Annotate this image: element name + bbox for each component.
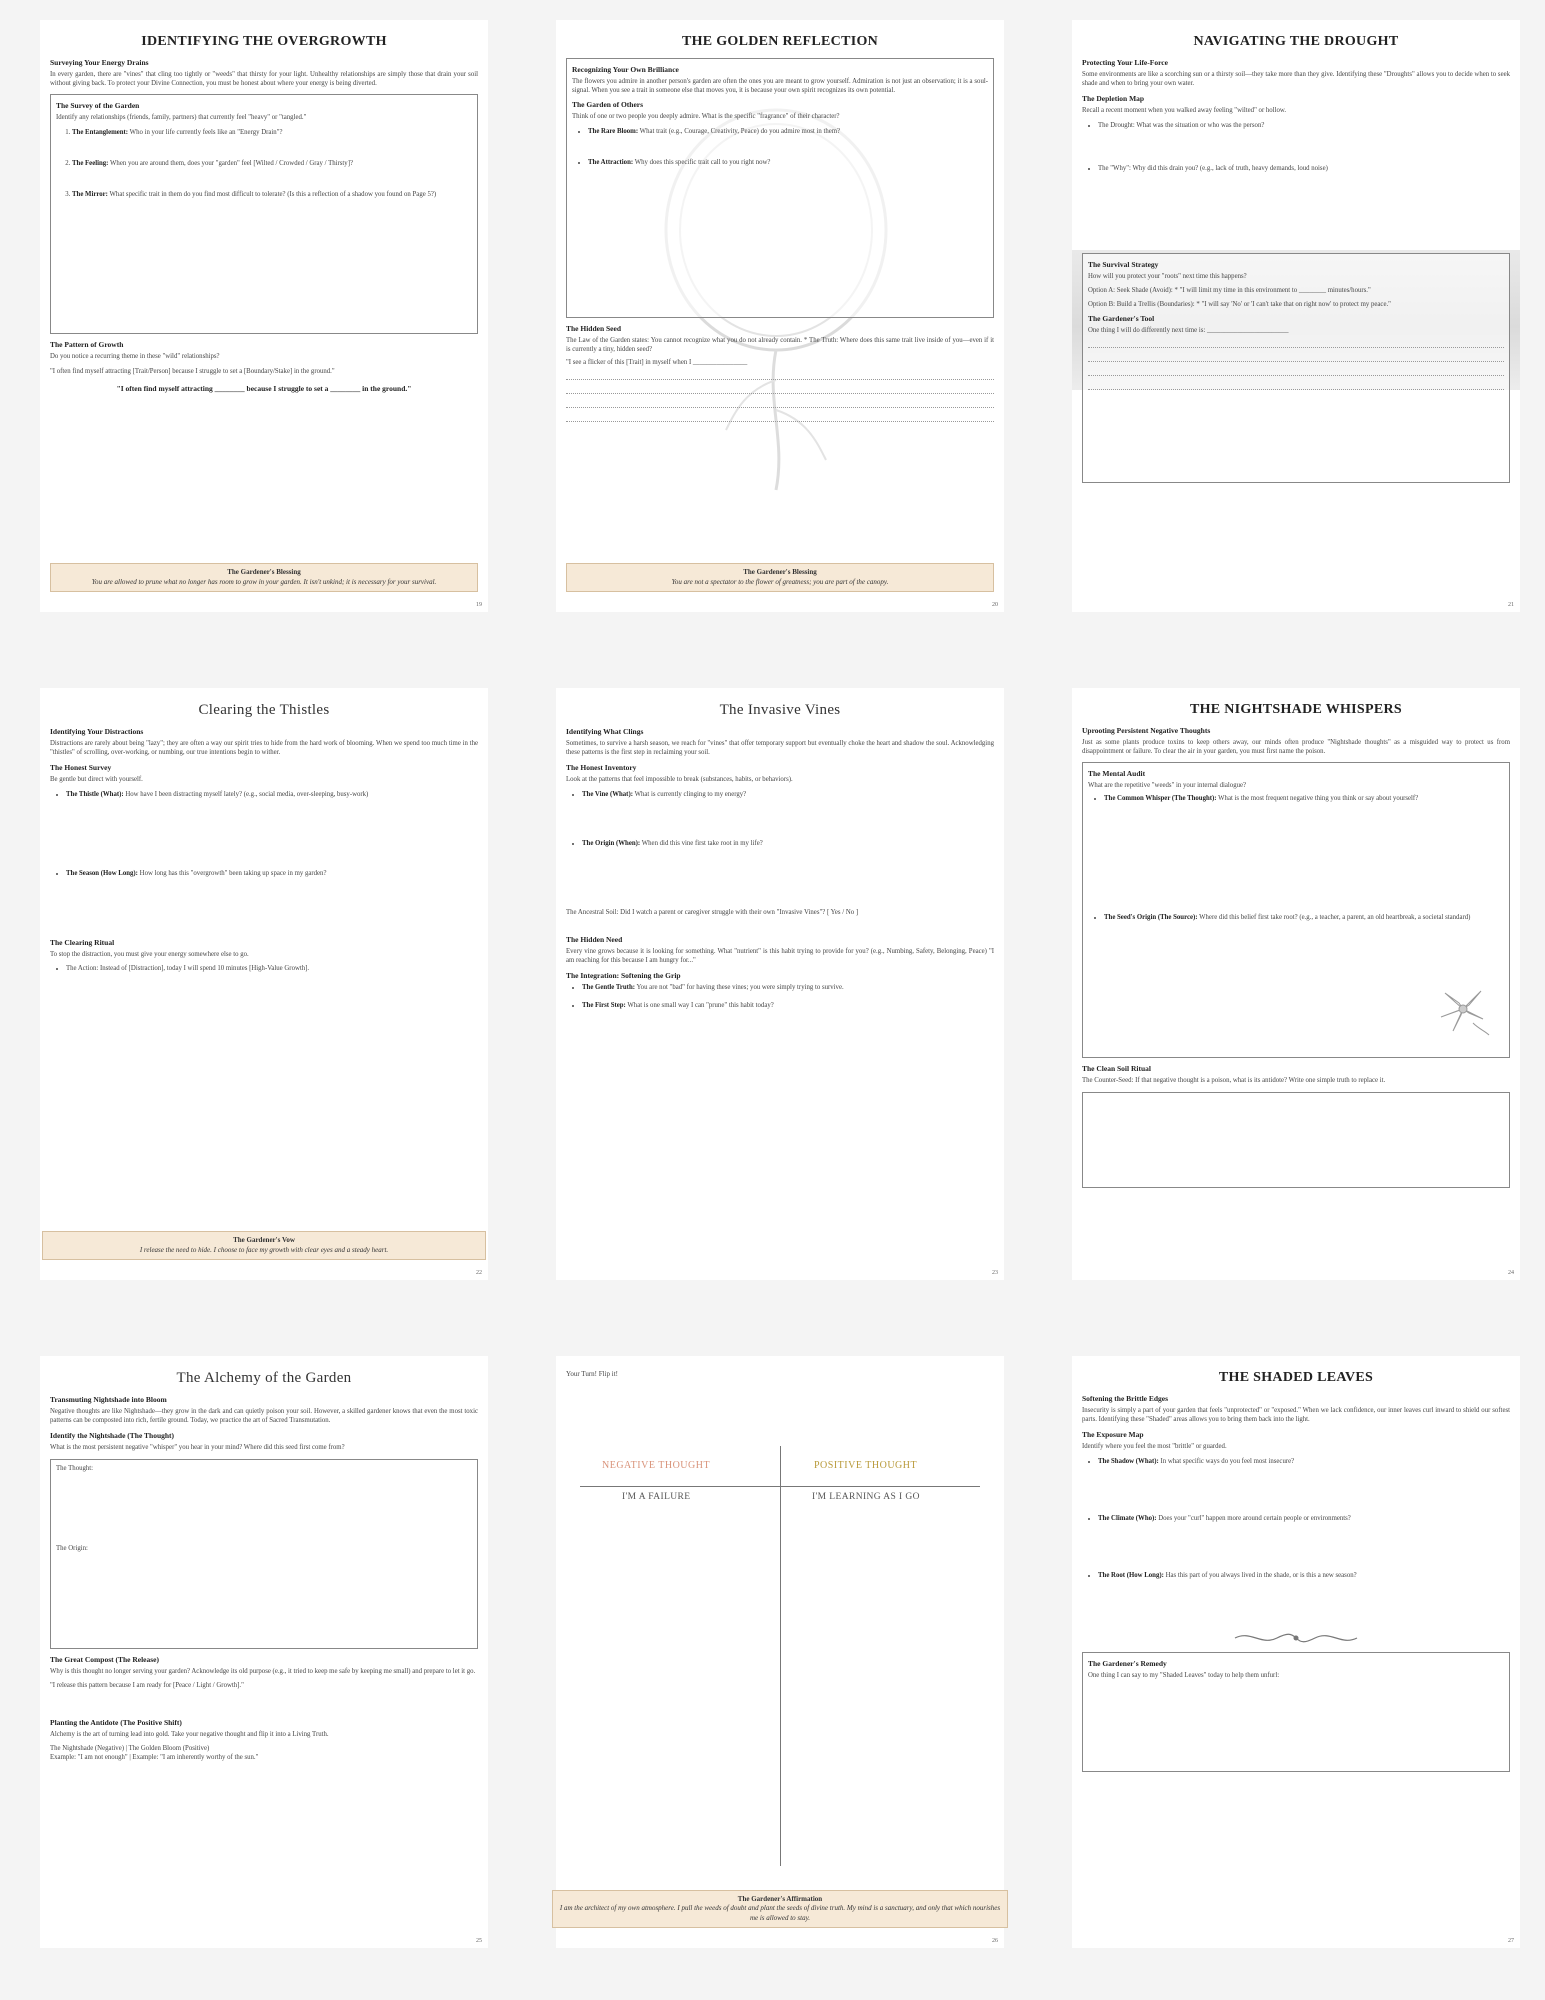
antidote-example: Example: "I am not enough" | Example: "I am inherently worthy of the sun." [50, 1754, 259, 1762]
column-header-positive: POSITIVE THOUGHT [814, 1460, 918, 1471]
page-number: 27 [1508, 1938, 1514, 1944]
page-title: NAVIGATING THE DROUGHT [1193, 34, 1399, 49]
box-title: The Survey of the Garden [56, 101, 140, 111]
section-heading: The Integration: Softening the Grip [566, 971, 681, 981]
page-number: 25 [476, 1938, 482, 1944]
section-heading: Identifying Your Distractions [50, 727, 144, 736]
workbook-page [1072, 1356, 1520, 1948]
section-heading: The Clean Soil Ritual [1082, 1064, 1151, 1074]
section-heading: The Clearing Ritual [50, 937, 115, 947]
blessing-text: I am the architect of my own atmosphere. I pull the weeds of doubt and plant the seeds of divine truth. My mind is a sanctuary, and only that which nourishes me is allowed to stay. [559, 1904, 1001, 1922]
page-title: THE GOLDEN REFLECTION [681, 34, 879, 49]
action-list [50, 964, 478, 973]
section-heading: Transmuting Nightshade into Bloom [50, 1395, 167, 1404]
list-item: 3. The Mirror: What specific trait in them do you find most difficult to tolerate? (Is this a reflection of a shadow you found on Page 5?) [72, 190, 472, 199]
blessing-banner [42, 1231, 486, 1260]
box-title: Recognizing Your Own Brilliance [572, 65, 679, 74]
pattern-prompt: "I often find myself attracting [Trait/Person] because I struggle to set a [Boundary/Stake] in the ground." [50, 367, 335, 375]
intro-text: Distractions are rarely about being "lazy"; they are often a way our spirit tries to hide from the hard work of blooming. When we spend too much time in the "thistles" of scrolling, over-working, or numbing, our true intentions begin to wither. [50, 740, 478, 757]
page-title: The Invasive Vines [719, 702, 841, 718]
integration-list [566, 983, 994, 1009]
list-item: • The Season (How Long): How long has this "overgrowth" been taking up space in my garden? [66, 869, 478, 878]
write-line[interactable] [1088, 366, 1504, 376]
need-text: Every vine grows because it is looking for something. What "nutrient" is this habit trying to provide for you? (e.g., Numbing, Safety, Belonging, Peace) "I am reaching for this because I am hungry for..." [566, 948, 994, 965]
write-line[interactable] [1088, 352, 1504, 362]
blessing-text: You are not a spectator to the flower of greatness; you are part of the canopy. [671, 577, 889, 586]
survey-list [56, 128, 472, 200]
question-list [50, 790, 478, 878]
list-item: • The Action: Instead of [Distraction], today I will spend 10 minutes [High-Value Growth]. [66, 964, 478, 973]
write-line[interactable] [566, 370, 994, 380]
page-number: 23 [992, 1270, 998, 1276]
compost-text: Why is this thought no longer serving your garden? Acknowledge its old purpose (e.g., it tried to keep me safe by keeping me small) and prepare to let it go. [50, 1667, 476, 1675]
ritual-text: To stop the distraction, you must give your energy somewhere else to go. [50, 950, 249, 958]
strategy-box [1082, 253, 1510, 483]
box-text: What are the repetitive "weeds" in your internal dialogue? [1088, 782, 1247, 790]
question-list [1088, 794, 1504, 922]
page-number: 19 [476, 602, 482, 608]
workbook-page [1072, 20, 1520, 612]
section-heading: The Honest Survey [50, 763, 112, 773]
section-heading: Planting the Antidote (The Positive Shift) [50, 1717, 182, 1727]
seed-prompt: "I see a flicker of this [Trait] in myself when I ________________ [566, 359, 748, 367]
option-a: Option A: Seek Shade (Avoid): * "I will limit my time in this environment to ________ minutes/hours." [1088, 287, 1371, 295]
page-title: THE SHADED LEAVES [1218, 1370, 1374, 1385]
list-item: • The Common Whisper (The Thought): What is the most frequent negative thing you think or say about yourself? [1104, 794, 1504, 803]
audit-box [1082, 762, 1510, 1058]
box-title: The Survival Strategy [1088, 259, 1159, 269]
page-number: 20 [992, 602, 998, 608]
fill-in-quote: "I often find myself attracting ________ because I struggle to set a ________ in the ground." [116, 383, 412, 393]
write-line[interactable] [566, 412, 994, 422]
section-heading: The Honest Inventory [566, 763, 637, 773]
workbook-page [556, 20, 1004, 612]
pattern-text: Do you notice a recurring theme in these "wild" relationships? [50, 353, 220, 361]
section-heading: Surveying Your Energy Drains [50, 58, 149, 67]
antidote-columns: The Nightshade (Negative) | The Golden Bloom (Positive) [50, 1745, 210, 1753]
list-item: • The Drought: What was the situation or who was the person? [1098, 121, 1510, 130]
blessing-title: The Gardener's Blessing [227, 568, 301, 577]
blessing-banner [50, 563, 478, 592]
list-item: • The "Why": Why did this drain you? (e.g., lack of truth, heavy demands, loud noise) [1098, 164, 1510, 173]
question-list [572, 127, 988, 167]
intro-text: Just as some plants produce toxins to keep others away, our minds often produce "Nightshade thoughts" as a misguided way to protect us from disappointment or failure. To clear the air in your garden, you must first name the poison. [1082, 739, 1510, 756]
map-text: Identify where you feel the most "brittle" or guarded. [1082, 1443, 1227, 1451]
section-heading: Softening the Brittle Edges [1082, 1394, 1169, 1403]
list-item: • The Climate (Who): Does your "curl" happen more around certain people or environments? [1098, 1514, 1510, 1523]
list-item: • The Gentle Truth: You are not "bad" for having these vines; you were simply trying to survive. [582, 983, 994, 992]
section-heading: The Hidden Seed [566, 324, 622, 333]
blessing-text: You are allowed to prune what no longer has room to grow in your garden. It isn't unkind; it is necessary for your survival. [91, 577, 437, 586]
question-list [566, 790, 994, 848]
tool-text: One thing I will do differently next time is: ________________________ [1088, 327, 1289, 335]
section-heading: Uprooting Persistent Negative Thoughts [1082, 726, 1211, 735]
table-divider [780, 1446, 781, 1866]
page-number: 24 [1508, 1270, 1514, 1276]
page-title: IDENTIFYING THE OVERGROWTH [141, 34, 387, 49]
box-text: The flowers you admire in another person's garden are often the ones you are meant to grow yourself. Admiration is not just an observation; it is a soul-signal. When you see a trait in someone else that moves you, it is because your own spirit recognizes its own potential. [572, 78, 988, 95]
survey-box [50, 94, 478, 334]
affirmation-banner [552, 1890, 1008, 1928]
section-heading: The Pattern of Growth [50, 340, 124, 350]
inventory-text: Look at the patterns that feel impossible to break (substances, habits, or behaviors). [566, 776, 793, 784]
section-heading: Protecting Your Life-Force [1082, 58, 1168, 67]
write-line[interactable] [1088, 380, 1504, 390]
thought-write-box[interactable] [50, 1459, 478, 1649]
workbook-page [556, 1356, 1004, 1948]
list-item: • The Root (How Long): Has this part of you always lived in the shade, or is this a new season? [1098, 1571, 1510, 1580]
list-item: • The Origin (When): When did this vine first take root in my life? [582, 839, 994, 848]
list-item: • The Attraction: Why does this specific trait call to you right now? [588, 158, 988, 167]
box-text: How will you protect your "roots" next time this happens? [1088, 272, 1247, 280]
identify-text: What is the most persistent negative "whisper" you hear in your mind? Where did this seed first come from? [50, 1444, 345, 1452]
page-header: Your Turn! Flip it! [566, 1370, 619, 1378]
box-label-origin: The Origin: [56, 1544, 88, 1552]
question-list [1082, 1457, 1510, 1581]
list-item: 2. The Feeling: When you are around them, does your "garden" feel [Wilted / Crowded / Gray / Thirsty]? [72, 159, 472, 168]
ritual-text: The Counter-Seed: If that negative thought is a poison, what is its antidote? Write one simple truth to replace it. [1082, 1077, 1386, 1085]
blessing-title: The Gardener's Blessing [743, 568, 817, 577]
box-label-thought: The Thought: [56, 1464, 94, 1472]
page-title: THE NIGHTSHADE WHISPERS [1189, 702, 1403, 717]
list-item: 1. The Entanglement: Who in your life currently feels like an "Energy Drain"? [72, 128, 472, 137]
blessing-title: The Gardener's Vow [233, 1236, 295, 1245]
box-title: The Gardener's Remedy [1088, 1659, 1167, 1669]
option-b: Option B: Build a Trellis (Boundaries): * "I will say 'No' or 'I can't take that on right now' to protect my peace." [1088, 301, 1391, 309]
write-line[interactable] [566, 398, 994, 408]
list-item: • The Shadow (What): In what specific ways do you feel most insecure? [1098, 1457, 1510, 1466]
intro-text: Negative thoughts are like Nightshade—they grow in the dark and can quietly poison your soil. However, a skilled gardener knows that even the most toxic patterns can be composted into rich, fertile ground. Today, we practice the art of Sacred Transmutation. [50, 1408, 478, 1425]
section-heading: The Gardener's Tool [1088, 314, 1155, 324]
box-text: One thing I can say to my "Shaded Leaves" today to help them unfurl: [1088, 1672, 1280, 1680]
section-heading: Identify the Nightshade (The Thought) [50, 1431, 175, 1441]
map-text: Recall a recent moment when you walked away feeling "wilted" or hollow. [1082, 107, 1287, 115]
page-title: The Alchemy of the Garden [176, 1370, 352, 1386]
workbook-page [1072, 688, 1520, 1280]
blessing-text: I release the need to hide. I choose to face my growth with clear eyes and a steady heart. [139, 1245, 389, 1254]
box-title: The Mental Audit [1088, 769, 1146, 779]
page-number: 22 [476, 1270, 482, 1276]
list-item: • The Seed's Origin (The Source): Where did this belief first take root? (e.g., a teacher, a parent, an old heartbreak, a societal standard) [1104, 913, 1504, 922]
antidote-text: Alchemy is the art of turning lead into gold. Take your negative thought and flip it into a Living Truth. [50, 1730, 329, 1738]
compost-prompt: "I release this pattern because I am ready for [Peace / Light / Growth]." [50, 1681, 244, 1689]
list-item: • The First Step: What is one small way I can "prune" this habit today? [582, 1001, 994, 1010]
section-heading: The Hidden Need [566, 935, 623, 945]
flourish-divider-icon [1231, 1630, 1361, 1646]
blessing-banner [566, 563, 994, 592]
page-title: Clearing the Thistles [198, 702, 330, 718]
reflection-box [566, 58, 994, 318]
page-number: 21 [1508, 602, 1514, 608]
intro-text: Some environments are like a scorching sun or a thirsty soil—they take more than they give. Identifying these "Droughts" allows you to decide when to seek shade and when to bring your own water. [1082, 71, 1510, 88]
workbook-page [40, 20, 488, 612]
list-item: • The Vine (What): What is currently clinging to my energy? [582, 790, 994, 799]
blessing-title: The Gardener's Affirmation [737, 1894, 823, 1903]
others-text: Think of one or two people you deeply admire. What is the specific "fragrance" of their character? [572, 113, 840, 121]
write-line[interactable] [1088, 338, 1504, 348]
remedy-write-box[interactable] [1082, 1652, 1510, 1772]
counter-seed-write-box[interactable] [1082, 1092, 1510, 1188]
question-list [1082, 121, 1510, 173]
section-heading: The Garden of Others [572, 100, 644, 110]
section-heading: The Depletion Map [1082, 94, 1145, 104]
box-intro: Identify any relationships (friends, family, partners) that currently feel "heavy" or "tangled." [56, 114, 307, 122]
ancestral-question: The Ancestral Soil: Did I watch a parent or caregiver struggle with their own "Invasive Vines"? [ Yes / No ] [566, 908, 859, 916]
section-heading: The Great Compost (The Release) [50, 1654, 160, 1664]
workbook-page [40, 1356, 488, 1948]
page-number: 26 [992, 1938, 998, 1944]
survey-text: Be gentle but direct with yourself. [50, 776, 143, 784]
list-item: • The Thistle (What): How have I been distracting myself lately? (e.g., social media, over-sleeping, busy-work) [66, 790, 478, 799]
column-header-negative: NEGATIVE THOUGHT [602, 1460, 711, 1471]
intro-text: Sometimes, to survive a harsh season, we reach for "vines" that offer temporary support but eventually choke the heart and shadow the soul. Acknowledging these patterns is the first step in reclaiming your soil. [566, 740, 994, 757]
workbook-page [556, 688, 1004, 1280]
example-positive: I'M LEARNING AS I GO [812, 1492, 920, 1502]
section-heading: The Exposure Map [1082, 1430, 1144, 1440]
write-line[interactable] [566, 384, 994, 394]
intro-text: In every garden, there are "vines" that cling too tightly or "weeds" that thirsty for your light. Unhealthy relationships are simply those that drain your soil without giving back. To protect your Divine Connection, you must be honest about where your energy is being diverted. [50, 71, 478, 88]
seed-text: The Law of the Garden states: You cannot recognize what you do not already contain. * The Truth: Where does this same trait live inside of you—even if it is currently a tiny, hidden seed? [566, 337, 994, 354]
workbook-page [40, 688, 488, 1280]
list-item: • The Rare Bloom: What trait (e.g., Courage, Creativity, Peace) do you admire most in them? [588, 127, 988, 136]
example-negative: I'M A FAILURE [622, 1492, 691, 1502]
intro-text: Insecurity is simply a part of your garden that feels "unprotected" or "exposed." When we lack confidence, our inner leaves curl inward to shield our softest parts. Identifying these "Shaded" areas allows you to bring them back into the light. [1082, 1407, 1510, 1424]
nightshade-flower-icon [1433, 979, 1493, 1039]
section-heading: Identifying What Clings [566, 727, 644, 736]
